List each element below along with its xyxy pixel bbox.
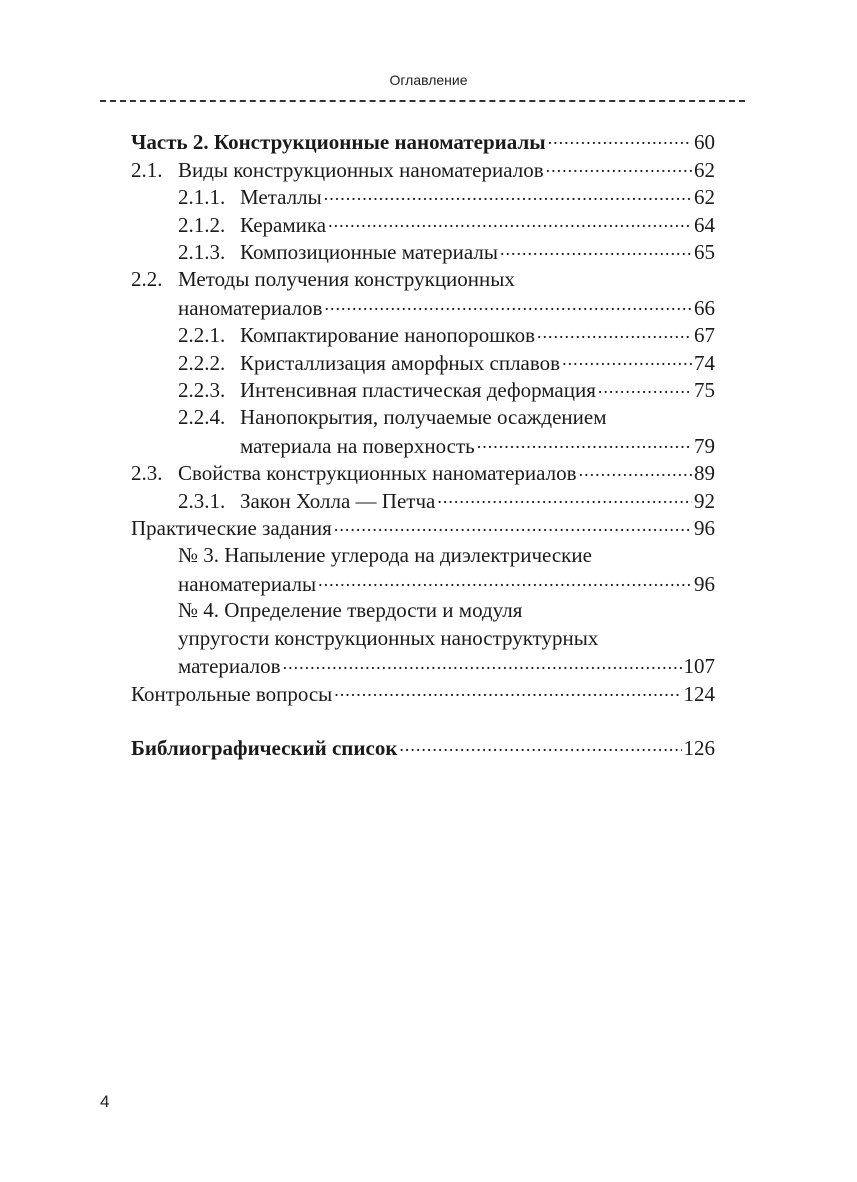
dot-leader <box>318 570 692 591</box>
dot-leader <box>324 294 692 315</box>
toc-page: 92 <box>694 488 715 513</box>
toc-entry-task4-cont1[interactable] <box>131 625 715 653</box>
toc-title: № 3. Напыление углерода на диэлектрические <box>178 542 592 567</box>
toc-page: 75 <box>694 378 715 403</box>
toc-entry-task4-cont2[interactable] <box>131 652 715 680</box>
toc-page: 65 <box>694 240 715 265</box>
toc-title: Кристаллизация аморфных сплавов <box>240 350 561 375</box>
toc-page: 66 <box>694 295 715 320</box>
toc-title: Часть 2. Конструкционные наноматериалы <box>131 130 546 154</box>
toc-title: Библиографический список <box>131 736 398 761</box>
toc-entry-2-2-2[interactable] <box>131 349 715 377</box>
dot-leader <box>477 432 692 453</box>
toc-number: 2.2.4. <box>178 404 226 429</box>
toc-entry-2-2-1[interactable] <box>131 321 715 349</box>
toc-entry-2-1-3[interactable] <box>131 238 715 266</box>
toc-page: 96 <box>694 571 715 596</box>
toc-page: 74 <box>694 350 715 375</box>
toc-title: Композиционные материалы <box>240 240 499 265</box>
dot-leader <box>324 183 692 204</box>
toc-number: 2.2.3. <box>178 378 226 403</box>
toc-entry-2-2-3[interactable] <box>131 376 715 404</box>
toc-number: 2.2.1. <box>178 323 226 348</box>
dot-leader <box>328 211 692 232</box>
toc-title: Практические задания <box>131 516 332 541</box>
dot-leader <box>598 376 692 397</box>
toc-entry-task3[interactable] <box>131 542 715 570</box>
dot-leader <box>562 349 692 370</box>
table-of-contents <box>131 128 715 762</box>
toc-number: 2.2. <box>131 266 163 291</box>
toc-entry-task4[interactable] <box>131 597 715 625</box>
dot-leader <box>399 734 681 755</box>
toc-title: Металлы <box>240 185 322 210</box>
toc-title: наноматериалы <box>178 571 317 596</box>
toc-page: 64 <box>694 212 715 237</box>
toc-number: 2.1.3. <box>178 240 226 265</box>
toc-title: Контрольные вопросы <box>131 681 333 706</box>
toc-page: 126 <box>683 736 715 761</box>
toc-page: 107 <box>683 654 715 679</box>
toc-entry-task3-cont[interactable] <box>131 570 715 598</box>
dot-leader <box>437 487 692 508</box>
toc-number: 2.1.2. <box>178 212 226 237</box>
toc-number: 2.3.1. <box>178 488 226 513</box>
toc-title: Виды конструкционных наноматериалов <box>178 157 544 182</box>
toc-page: 79 <box>694 433 715 458</box>
dot-leader <box>537 321 692 342</box>
toc-title: Закон Холла — Петча <box>240 488 436 513</box>
toc-title: Интенсивная пластическая деформация <box>240 378 596 403</box>
toc-page: 96 <box>694 516 715 541</box>
toc-page: 89 <box>694 461 715 486</box>
toc-entry-2-3-1[interactable] <box>131 487 715 515</box>
toc-number: 2.3. <box>131 461 163 486</box>
dot-leader <box>334 680 681 701</box>
toc-entry-part2[interactable] <box>131 128 715 156</box>
toc-number: 2.1. <box>131 157 163 182</box>
toc-title: Керамика <box>240 212 327 237</box>
dot-leader <box>500 238 692 259</box>
dot-leader <box>334 514 692 535</box>
toc-page: 62 <box>694 157 715 182</box>
toc-title: материалов <box>178 654 281 679</box>
toc-entry-2-2-4[interactable] <box>131 404 715 432</box>
header-divider <box>100 100 745 102</box>
dot-leader <box>546 156 692 177</box>
page-number: 4 <box>100 1092 110 1111</box>
toc-number: 2.2.2. <box>178 350 226 375</box>
toc-entry-2-1-1[interactable] <box>131 183 715 211</box>
toc-title: Методы получения конструкционных <box>178 266 515 291</box>
toc-entry-questions[interactable] <box>131 680 715 708</box>
running-head: Оглавление <box>389 72 468 88</box>
toc-entry-2-1-2[interactable] <box>131 211 715 239</box>
toc-entry-2-1[interactable] <box>131 156 715 184</box>
toc-title: наноматериалов <box>178 295 323 320</box>
toc-title: Компактирование нанопорошков <box>240 323 536 348</box>
dot-leader <box>579 459 692 480</box>
toc-number: 2.1.1. <box>178 185 226 210</box>
toc-title: Свойства конструкционных наноматериалов <box>178 461 577 486</box>
toc-page: 67 <box>694 323 715 348</box>
spacer <box>131 707 715 734</box>
dot-leader <box>283 652 682 673</box>
toc-entry-practice[interactable] <box>131 514 715 542</box>
toc-title: материала на поверхность <box>240 433 475 458</box>
toc-title: № 4. Определение твердости и модуля <box>178 598 523 623</box>
toc-entry-2-2[interactable] <box>131 266 715 294</box>
toc-entry-2-2-cont[interactable] <box>131 294 715 322</box>
toc-entry-2-3[interactable] <box>131 459 715 487</box>
toc-page: 60 <box>694 130 715 154</box>
toc-title: упругости конструкционных наноструктурных <box>178 625 599 650</box>
dot-leader <box>548 128 692 149</box>
toc-entry-bibliography[interactable] <box>131 734 715 762</box>
toc-page: 124 <box>683 681 715 706</box>
toc-title: Нанопокрытия, получаемые осаждением <box>240 404 607 429</box>
toc-entry-2-2-4-cont[interactable] <box>131 432 715 460</box>
toc-page: 62 <box>694 185 715 210</box>
